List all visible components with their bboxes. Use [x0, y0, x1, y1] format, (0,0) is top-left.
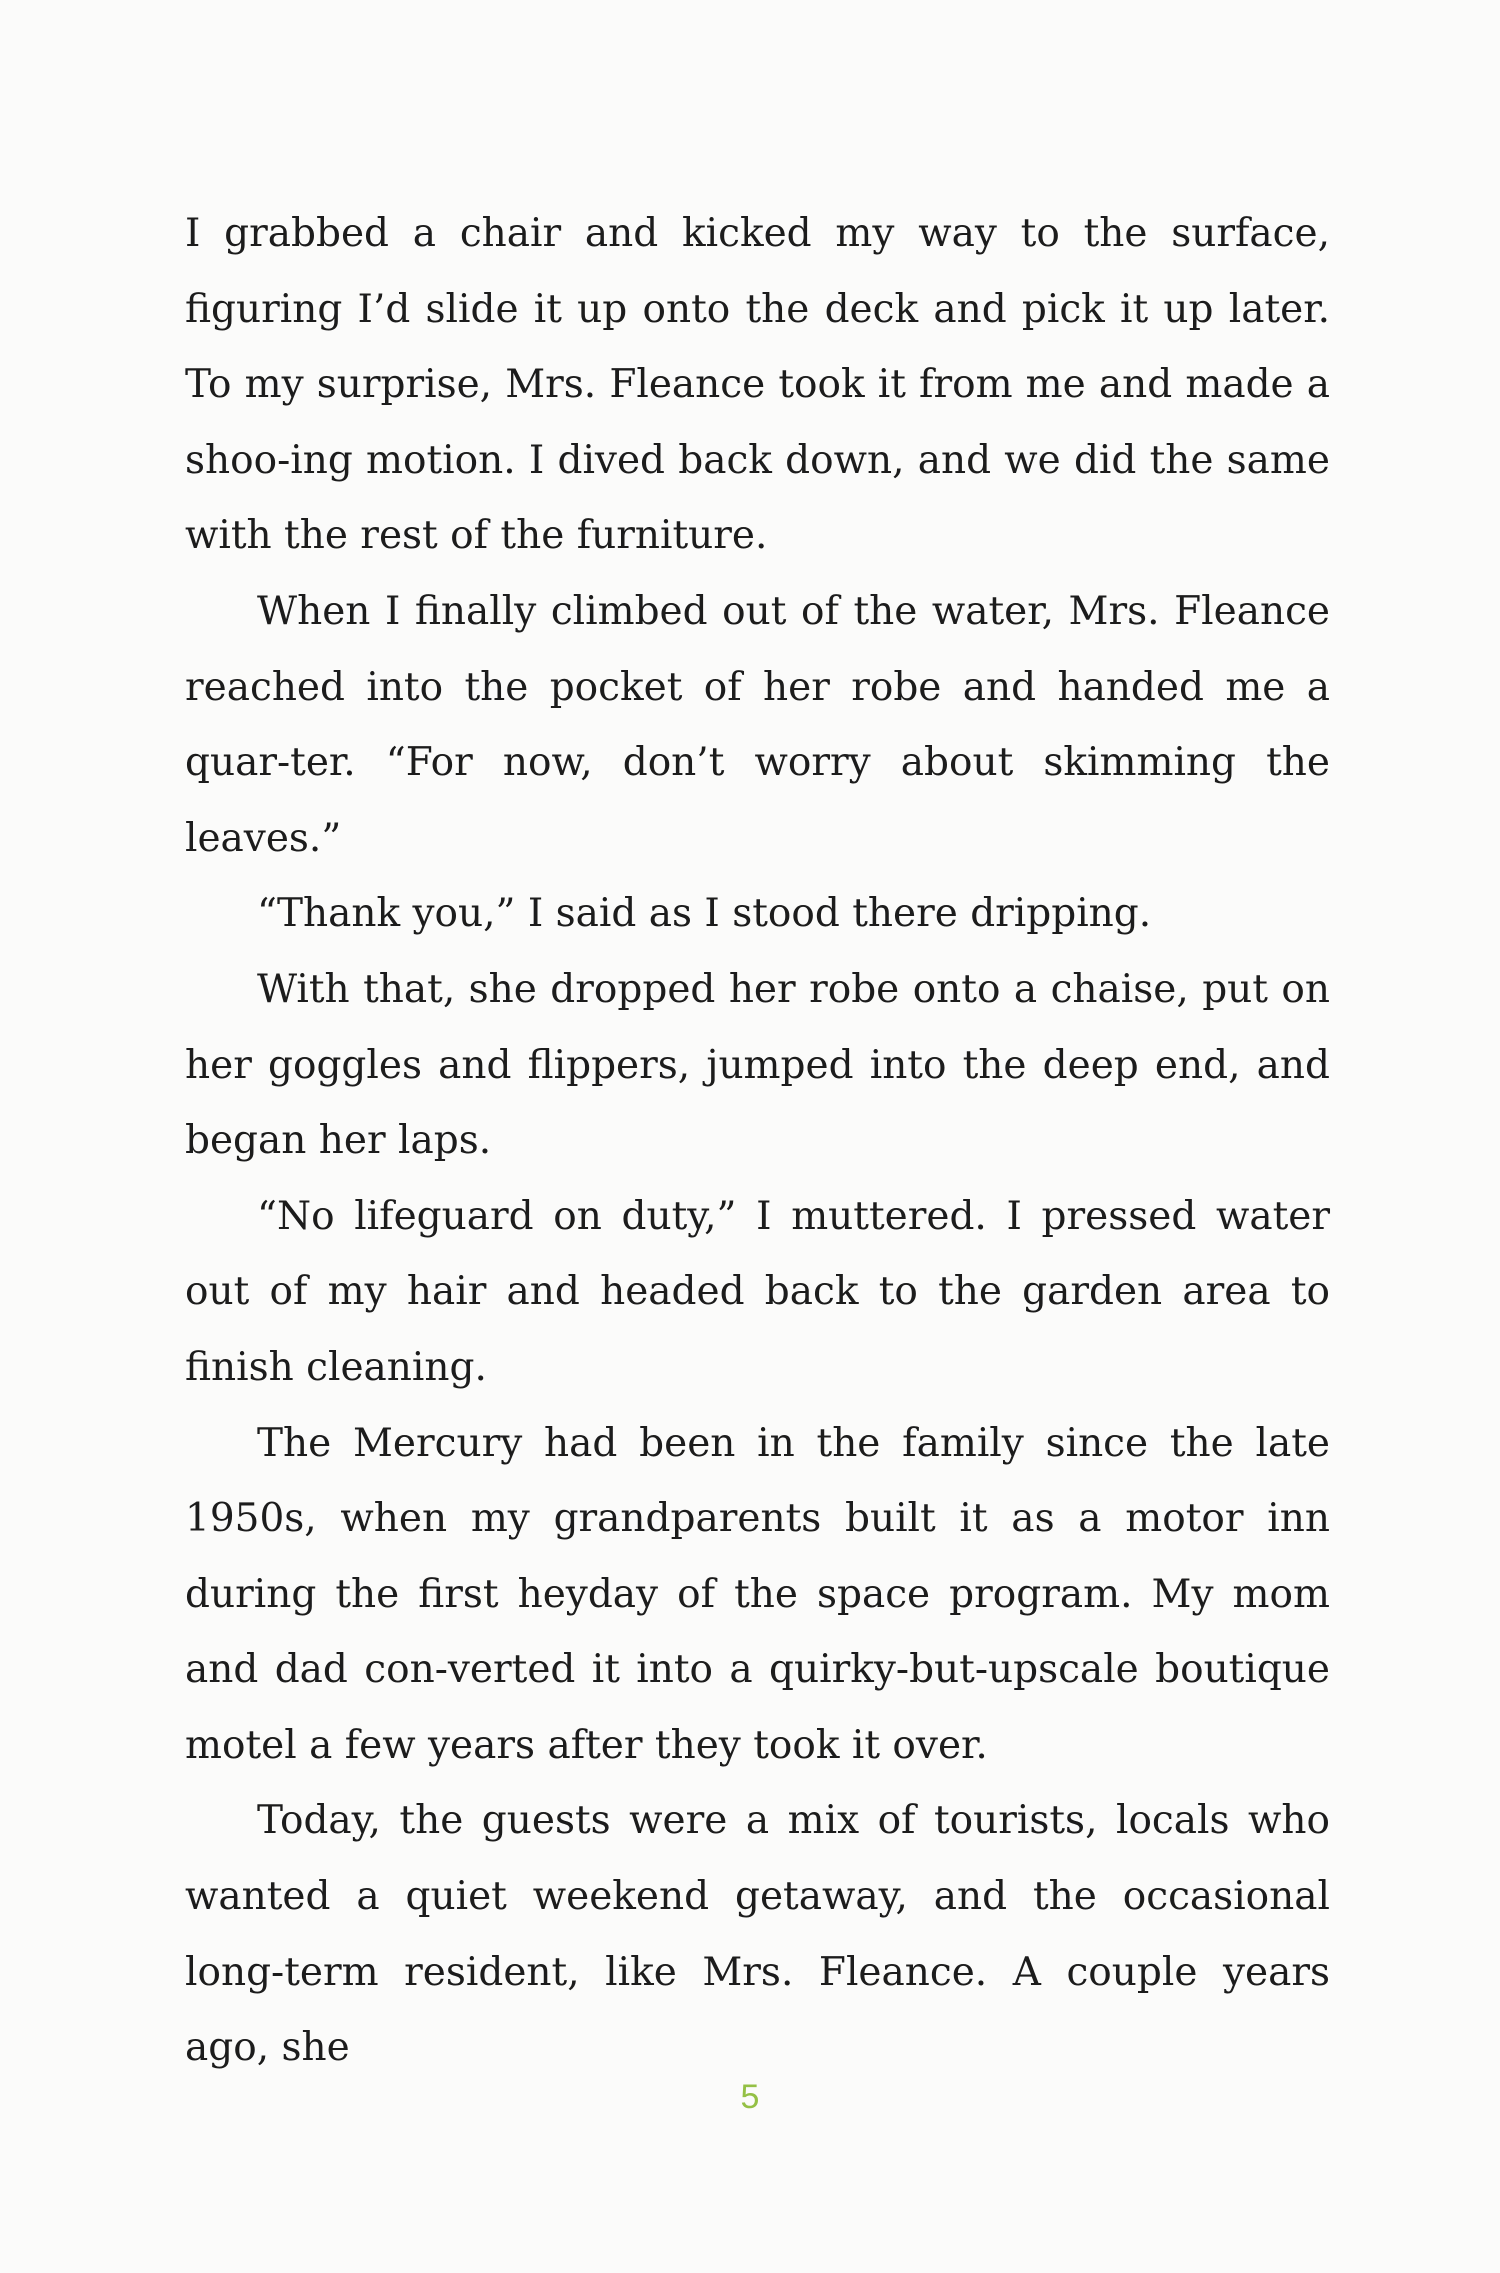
paragraph: The Mercury had been in the family since the late 1950s, when my grandparents built it as a motor inn during the first heyday of the space program. My mom and dad con-verted it into a quirky-but-upscale boutique motel a few years after they took it over.: [185, 1420, 1330, 1768]
paragraph: With that, she dropped her robe onto a chaise, put on her goggles and flippers, jumped into the deep end, and began her laps.: [185, 966, 1330, 1164]
body-text: [185, 196, 1330, 2086]
paragraph: “No lifeguard on duty,” I muttered. I pressed water out of my hair and headed back to the garden area to finish cleaning.: [185, 1193, 1330, 1390]
page-number: 5: [740, 2078, 760, 2116]
paragraph: Today, the guests were a mix of tourists, locals who wanted a quiet weekend getaway, and the occasional long-term resident, like Mrs. Fleance. A couple years ago, she: [185, 1798, 1330, 2071]
paragraph: I grabbed a chair and kicked my way to the surface, figuring I’d slide it up onto the deck and pick it up later. To my surprise, Mrs. Fleance took it from me and made a shoo-ing motion. I dived back down, and we did the same with the rest of the furniture.: [185, 211, 1330, 559]
paragraph: “Thank you,” I said as I stood there dripping.: [257, 891, 1152, 937]
paragraph: When I finally climbed out of the water, Mrs. Fleance reached into the pocket of her robe and handed me a quar-ter. “For now, don’t worry about skimming the leaves.”: [185, 588, 1330, 861]
